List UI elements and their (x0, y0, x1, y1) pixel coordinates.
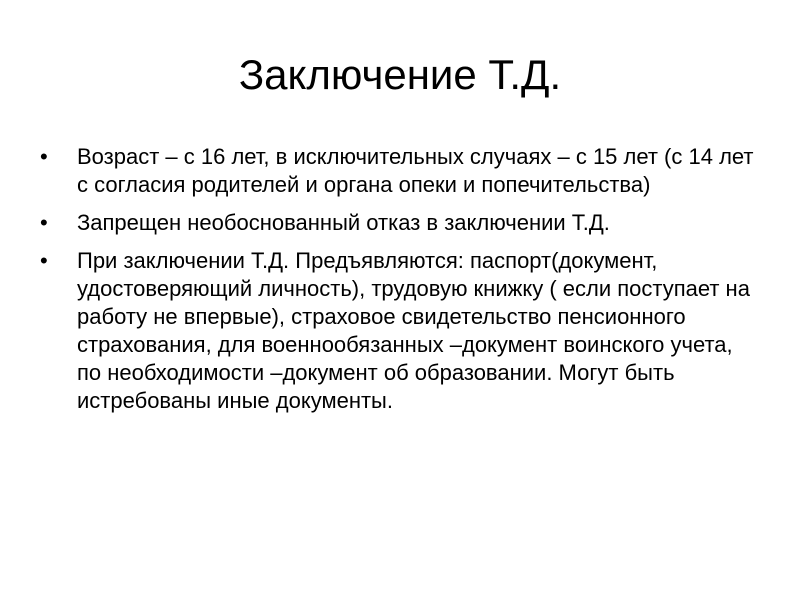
bullet-text: Возраст – с 16 лет, в исключительных случаях – с 15 лет (с 14 лет с согласия родителей и органа опеки и попечительства) (77, 144, 754, 197)
bullet-icon: • (40, 144, 48, 169)
bullet-icon: • (40, 210, 48, 235)
slide-title: Заключение Т.Д. (238, 51, 562, 98)
bullet-text: При заключении Т.Д. Предъявляются: паспорт(документ, удостоверяющий личность), трудовую книжку ( если поступает на работу не впервые), страховое свидетельство пенсионного страхования, для военнообязанных –документ воинского учета, по необходимости –документ об образовании. Могут быть истребованы иные документы. (77, 248, 750, 413)
bullet-item-documents (40, 247, 755, 415)
bullet-list (40, 143, 755, 425)
bullet-item-age (40, 143, 755, 199)
bullet-item-refusal (40, 209, 755, 237)
bullet-text: Запрещен необоснованный отказ в заключении Т.Д. (77, 210, 610, 235)
bullet-icon: • (40, 248, 48, 273)
